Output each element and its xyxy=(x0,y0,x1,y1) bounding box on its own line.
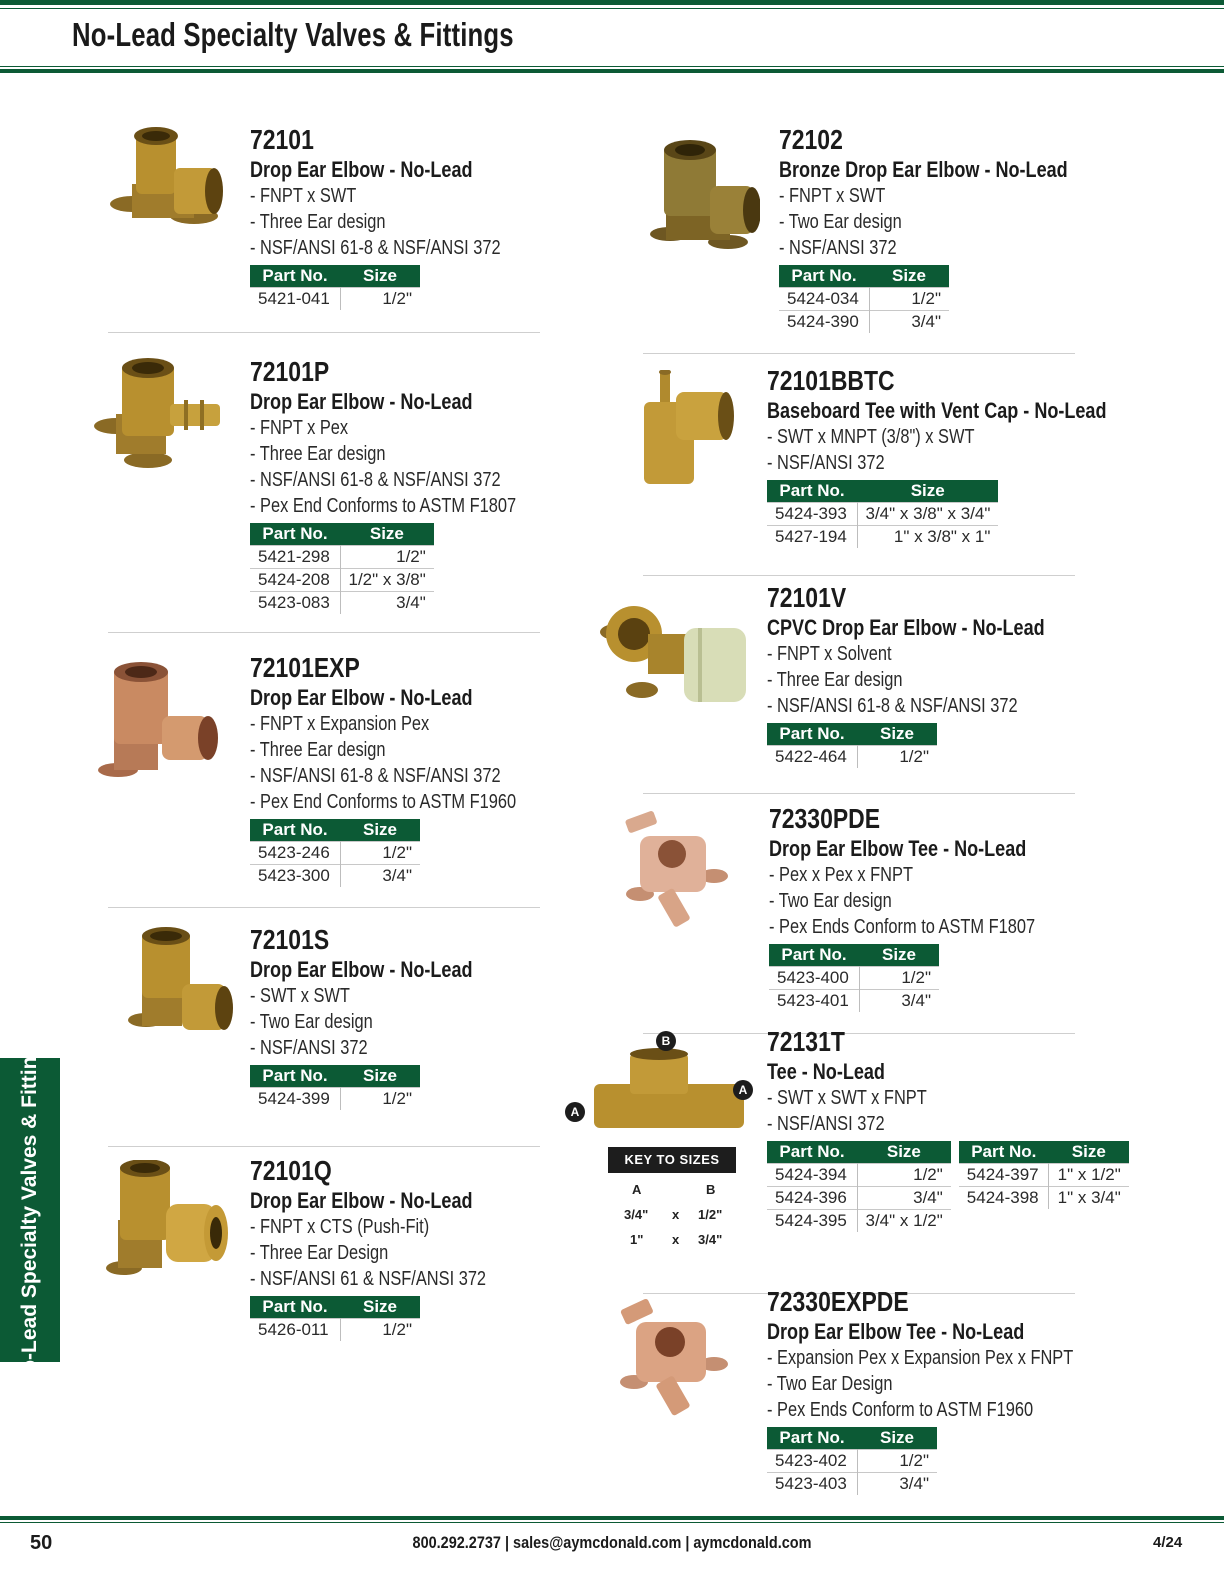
parts-table xyxy=(769,944,939,1012)
product-feature: - SWT x MNPT (3/8") x SWT xyxy=(767,426,975,448)
parts-table xyxy=(250,523,434,614)
size-header: Size xyxy=(857,480,998,503)
size-header: Size xyxy=(340,523,434,546)
table-row xyxy=(767,1164,951,1187)
footer-date: 4/24 xyxy=(1153,1534,1183,1551)
product-feature: - NSF/ANSI 61-8 & NSF/ANSI 372 xyxy=(250,469,501,491)
size-value: 3/4" x 1/2" xyxy=(857,1210,951,1233)
part-number: 5424-397 xyxy=(959,1164,1049,1187)
product-feature: - Pex End Conforms to ASTM F1807 xyxy=(250,495,517,517)
product-name: Drop Ear Elbow - No-Lead xyxy=(250,389,473,414)
product-feature: - NSF/ANSI 61-8 & NSF/ANSI 372 xyxy=(250,765,501,787)
parts-table-header xyxy=(767,1141,951,1164)
product-feature: - Three Ear Design xyxy=(250,1242,389,1264)
product-code: 72330EXPDE xyxy=(767,1286,909,1317)
separator xyxy=(108,332,540,333)
table-row xyxy=(250,842,420,865)
separator xyxy=(643,353,1075,354)
size-value: 3/4" xyxy=(869,311,949,334)
size-value: 1/2" x 3/8" xyxy=(340,569,434,592)
product-image-72101 xyxy=(104,124,229,244)
size-value: 3/4" xyxy=(857,1187,951,1210)
part-no-header: Part No. xyxy=(250,265,340,288)
size-value: 1/2" xyxy=(340,288,420,311)
table-row xyxy=(250,546,434,569)
table-row xyxy=(250,1088,420,1111)
parts-table-header xyxy=(250,523,434,546)
size-header: Size xyxy=(869,265,949,288)
parts-table-header xyxy=(767,1427,937,1450)
part-number: 5424-395 xyxy=(767,1210,857,1233)
table-row xyxy=(250,288,420,311)
product-image-72101EXP xyxy=(96,662,221,787)
product-code: 72101V xyxy=(767,582,847,613)
product-name: Bronze Drop Ear Elbow - No-Lead xyxy=(779,157,1068,182)
separator xyxy=(108,632,540,633)
parts-tables xyxy=(767,1137,1129,1232)
part-number: 5424-034 xyxy=(779,288,869,311)
size-value: 1/2" xyxy=(857,1450,937,1473)
table-row xyxy=(959,1164,1129,1187)
product-feature: - Pex Ends Conform to ASTM F1807 xyxy=(769,916,1036,938)
parts-table-header xyxy=(250,265,420,288)
parts-table-header xyxy=(250,1296,420,1319)
size-value: 3/4" x 3/8" x 3/4" xyxy=(857,503,998,526)
size-value: 1" x 3/4" xyxy=(1049,1187,1129,1210)
product-block xyxy=(767,1286,1141,1495)
product-feature: - FNPT x Solvent xyxy=(767,643,892,665)
part-number: 5424-390 xyxy=(779,311,869,334)
part-no-header: Part No. xyxy=(767,480,857,503)
header-rule-top xyxy=(0,0,1224,5)
size-value: 3/4" xyxy=(340,865,420,888)
size-header: Size xyxy=(857,1427,937,1450)
size-badge-a: A xyxy=(565,1102,585,1122)
table-row xyxy=(767,1187,951,1210)
size-header: Size xyxy=(340,1296,420,1319)
size-header: Size xyxy=(340,265,420,288)
parts-table xyxy=(250,1065,420,1110)
key-cell: 1/2" xyxy=(698,1207,723,1222)
product-name: Tee - No-Lead xyxy=(767,1059,885,1084)
part-number: 5424-394 xyxy=(767,1164,857,1187)
part-number: 5427-194 xyxy=(767,526,857,549)
table-row xyxy=(250,1319,420,1342)
product-feature: - Two Ear design xyxy=(250,1011,373,1033)
size-value: 1/2" xyxy=(857,1164,951,1187)
parts-table xyxy=(250,265,420,310)
size-value: 3/4" xyxy=(340,592,434,615)
part-no-header: Part No. xyxy=(250,1296,340,1319)
part-no-header: Part No. xyxy=(250,523,340,546)
separator xyxy=(108,1146,540,1147)
product-block xyxy=(769,803,1094,1012)
part-number: 5424-208 xyxy=(250,569,340,592)
product-image-72101P xyxy=(88,356,228,476)
product-feature: - NSF/ANSI 372 xyxy=(250,1037,368,1059)
part-no-header: Part No. xyxy=(779,265,869,288)
product-feature: - NSF/ANSI 372 xyxy=(767,1113,885,1135)
part-no-header: Part No. xyxy=(767,723,857,746)
product-name: Baseboard Tee with Vent Cap - No-Lead xyxy=(767,398,1107,423)
footer-contact: 800.292.2737 | sales@aymcdonald.com | aymcdonald.com xyxy=(412,1533,812,1552)
parts-table xyxy=(779,265,949,333)
part-number: 5423-246 xyxy=(250,842,340,865)
product-feature: - FNPT x SWT xyxy=(250,185,357,207)
parts-table-header xyxy=(767,723,937,746)
product-name: Drop Ear Elbow - No-Lead xyxy=(250,157,473,182)
table-row xyxy=(769,990,939,1013)
product-code: 72101BBTC xyxy=(767,365,895,396)
product-feature: - NSF/ANSI 61-8 & NSF/ANSI 372 xyxy=(250,237,501,259)
product-feature: - Pex Ends Conform to ASTM F1960 xyxy=(767,1399,1034,1421)
product-image-72330PDE xyxy=(618,806,736,931)
product-feature: - Three Ear design xyxy=(767,669,903,691)
part-number: 5424-398 xyxy=(959,1187,1049,1210)
key-cell: x xyxy=(672,1207,680,1222)
size-header: Size xyxy=(340,1065,420,1088)
header-rule-thin xyxy=(0,8,1224,9)
product-block xyxy=(250,124,556,310)
size-badge-b: B xyxy=(656,1031,676,1051)
product-feature: - FNPT x CTS (Push-Fit) xyxy=(250,1216,430,1238)
product-feature: - SWT x SWT xyxy=(250,985,350,1007)
product-feature: - NSF/ANSI 61 & NSF/ANSI 372 xyxy=(250,1268,487,1290)
page-number: 50 xyxy=(30,1532,53,1554)
product-block xyxy=(250,1155,538,1341)
product-image-72101S xyxy=(124,926,236,1046)
size-badge-a: A xyxy=(733,1080,753,1100)
size-value: 1/2" xyxy=(340,842,420,865)
product-code: 72101 xyxy=(250,124,314,155)
product-block xyxy=(767,365,1181,548)
product-image-72101Q xyxy=(104,1160,232,1285)
side-tab-label: No-Lead Specialty Valves & Fittings xyxy=(18,1032,41,1388)
product-feature: - NSF/ANSI 61-8 & NSF/ANSI 372 xyxy=(767,695,1018,717)
key-cell: 1" xyxy=(630,1232,644,1247)
product-feature: - NSF/ANSI 372 xyxy=(779,237,897,259)
table-row xyxy=(779,288,949,311)
product-name: Drop Ear Elbow - No-Lead xyxy=(250,685,473,710)
parts-table-header xyxy=(959,1141,1129,1164)
table-row xyxy=(767,526,998,549)
product-image-72102 xyxy=(648,138,760,253)
product-feature: - NSF/ANSI 372 xyxy=(767,452,885,474)
size-value: 3/4" xyxy=(859,990,939,1013)
product-feature: - FNPT x SWT xyxy=(779,185,886,207)
key-cell: 3/4" xyxy=(624,1207,649,1222)
part-no-header: Part No. xyxy=(767,1141,857,1164)
table-row xyxy=(779,311,949,334)
part-number: 5421-041 xyxy=(250,288,340,311)
product-feature: - Three Ear design xyxy=(250,443,386,465)
size-header: Size xyxy=(340,819,420,842)
product-block xyxy=(779,124,1131,333)
size-header: Size xyxy=(857,723,937,746)
product-block xyxy=(767,582,1106,768)
part-number: 5423-402 xyxy=(767,1450,857,1473)
part-number: 5423-083 xyxy=(250,592,340,615)
parts-table-header xyxy=(250,819,420,842)
product-image-72101BBTC xyxy=(636,370,736,490)
footer-rule-thin xyxy=(0,1522,1224,1523)
size-value: 3/4" xyxy=(857,1473,937,1496)
size-header: Size xyxy=(859,944,939,967)
part-number: 5422-464 xyxy=(767,746,857,769)
product-feature: - FNPT x Expansion Pex xyxy=(250,713,430,735)
product-name: CPVC Drop Ear Elbow - No-Lead xyxy=(767,615,1045,640)
parts-table-header xyxy=(767,480,998,503)
table-row xyxy=(250,592,434,615)
table-row xyxy=(767,1473,937,1496)
side-section-tab xyxy=(0,1032,60,1388)
table-row xyxy=(769,967,939,990)
key-to-sizes-title: KEY TO SIZES xyxy=(608,1147,736,1173)
key-header-a: A xyxy=(632,1182,642,1197)
part-number: 5423-401 xyxy=(769,990,859,1013)
product-name: Drop Ear Elbow - No-Lead xyxy=(250,957,473,982)
parts-table-header xyxy=(779,265,949,288)
separator xyxy=(108,907,540,908)
parts-table xyxy=(767,1427,937,1495)
part-no-header: Part No. xyxy=(959,1141,1049,1164)
part-number: 5424-393 xyxy=(767,503,857,526)
product-feature: - Three Ear design xyxy=(250,739,386,761)
part-number: 5423-400 xyxy=(769,967,859,990)
size-value: 1" x 3/8" x 1" xyxy=(857,526,998,549)
key-header-b: B xyxy=(706,1182,716,1197)
product-code: 72101Q xyxy=(250,1155,332,1186)
table-row xyxy=(767,746,937,769)
parts-table xyxy=(250,1296,420,1341)
product-feature: - FNPT x Pex xyxy=(250,417,349,439)
table-row xyxy=(767,503,998,526)
product-feature: - Two Ear design xyxy=(779,211,902,233)
size-value: 1/2" xyxy=(859,967,939,990)
title-rule-thick xyxy=(0,69,1224,73)
product-feature: - Pex x Pex x FNPT xyxy=(769,864,913,886)
parts-table xyxy=(767,723,937,768)
table-row xyxy=(767,1450,937,1473)
product-name: Drop Ear Elbow - No-Lead xyxy=(250,1188,473,1213)
part-no-header: Part No. xyxy=(250,1065,340,1088)
size-value: 1/2" xyxy=(857,746,937,769)
size-value: 1" x 1/2" xyxy=(1049,1164,1129,1187)
product-feature: - Two Ear design xyxy=(769,890,892,912)
table-row xyxy=(767,1210,951,1233)
part-number: 5424-396 xyxy=(767,1187,857,1210)
table-row xyxy=(250,569,434,592)
parts-table xyxy=(767,1141,951,1232)
product-code: 72101S xyxy=(250,924,330,955)
part-number: 5426-011 xyxy=(250,1319,340,1342)
separator xyxy=(643,793,1075,794)
product-code: 72101EXP xyxy=(250,652,360,683)
footer-rule-thick xyxy=(0,1516,1224,1520)
product-image-72101V xyxy=(598,594,748,706)
table-row xyxy=(959,1187,1129,1210)
size-value: 1/2" xyxy=(340,546,434,569)
product-block xyxy=(250,356,575,614)
parts-table-header xyxy=(769,944,939,967)
product-block xyxy=(767,1026,1129,1232)
separator xyxy=(643,575,1075,576)
part-number: 5424-399 xyxy=(250,1088,340,1111)
product-code: 72101P xyxy=(250,356,330,387)
size-value: 1/2" xyxy=(869,288,949,311)
parts-table-header xyxy=(250,1065,420,1088)
key-cell: 3/4" xyxy=(698,1232,723,1247)
product-block xyxy=(250,924,521,1110)
part-number: 5423-403 xyxy=(767,1473,857,1496)
parts-table xyxy=(250,819,420,887)
part-number: 5421-298 xyxy=(250,546,340,569)
table-row xyxy=(250,865,420,888)
product-feature: - Expansion Pex x Expansion Pex x FNPT xyxy=(767,1347,1074,1369)
product-feature: - Pex End Conforms to ASTM F1960 xyxy=(250,791,517,813)
part-number: 5423-300 xyxy=(250,865,340,888)
title-rule-thin xyxy=(0,66,1224,67)
product-feature: - Two Ear Design xyxy=(767,1373,893,1395)
key-cell: x xyxy=(672,1232,680,1247)
product-name: Drop Ear Elbow Tee - No-Lead xyxy=(769,836,1027,861)
part-no-header: Part No. xyxy=(767,1427,857,1450)
size-header: Size xyxy=(1049,1141,1129,1164)
part-no-header: Part No. xyxy=(769,944,859,967)
size-value: 1/2" xyxy=(340,1088,420,1111)
size-header: Size xyxy=(857,1141,951,1164)
parts-table xyxy=(959,1141,1129,1209)
page-title: No-Lead Specialty Valves & Fittings xyxy=(72,16,514,53)
product-image-72330EXPDE xyxy=(616,1294,736,1422)
product-code: 72131T xyxy=(767,1026,845,1057)
parts-table xyxy=(767,480,998,548)
product-feature: - SWT x SWT x FNPT xyxy=(767,1087,927,1109)
product-feature: - Three Ear design xyxy=(250,211,386,233)
product-code: 72330PDE xyxy=(769,803,881,834)
part-no-header: Part No. xyxy=(250,819,340,842)
product-code: 72102 xyxy=(779,124,843,155)
product-block xyxy=(250,652,575,887)
size-value: 1/2" xyxy=(340,1319,420,1342)
product-name: Drop Ear Elbow Tee - No-Lead xyxy=(767,1319,1025,1344)
